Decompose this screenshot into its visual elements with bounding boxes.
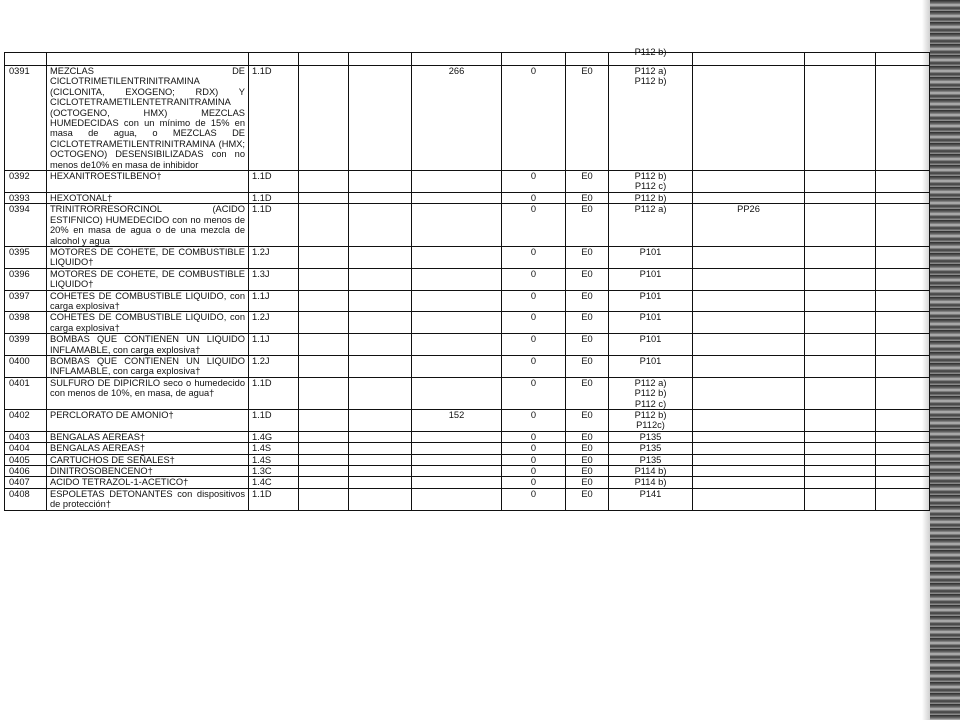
table-row bbox=[5, 431, 930, 442]
cell-class-division: 1.3J bbox=[249, 268, 299, 290]
packing-line: P135 bbox=[639, 443, 662, 454]
cell-col12 bbox=[876, 66, 930, 171]
cell-packing-instruction bbox=[609, 431, 693, 442]
cell-proper-shipping-name: ESPOLETAS DETONANTES con dispositivos de protección† bbox=[47, 488, 249, 510]
cell-excepted-quantity: E0 bbox=[566, 488, 609, 510]
cell-limited-quantity: 0 bbox=[502, 431, 566, 442]
cell-col5 bbox=[349, 246, 412, 268]
cell-col4 bbox=[299, 53, 349, 66]
cell-col5 bbox=[349, 431, 412, 442]
cell-un-number: 0394 bbox=[5, 204, 47, 247]
cell-class-division: 1.1D bbox=[249, 171, 299, 193]
packing-line: P114 b) bbox=[634, 466, 667, 477]
cell-limited-quantity: 0 bbox=[502, 268, 566, 290]
cell-special-packing-provisions bbox=[693, 488, 805, 510]
cell-proper-shipping-name: SULFURO DE DIPICRILO seco o humedecido con menos de 10%, en masa, de agua† bbox=[47, 377, 249, 409]
cell-un-number: 0407 bbox=[5, 477, 47, 488]
cell-limited-quantity: 0 bbox=[502, 290, 566, 312]
cell-special-packing-provisions bbox=[693, 431, 805, 442]
packing-line: P112 b) bbox=[634, 76, 667, 87]
cell-un-number: 0396 bbox=[5, 268, 47, 290]
cell-un-number: 0391 bbox=[5, 66, 47, 171]
cell-col4 bbox=[299, 66, 349, 171]
cell-limited-quantity: 0 bbox=[502, 377, 566, 409]
cell-excepted-quantity: E0 bbox=[566, 268, 609, 290]
cell-special-provisions bbox=[412, 443, 502, 454]
cell-col12 bbox=[876, 192, 930, 203]
cell-class-division: 1.2J bbox=[249, 312, 299, 334]
cell-packing-instruction bbox=[609, 488, 693, 510]
cell-special-provisions: 152 bbox=[412, 410, 502, 432]
cell-excepted-quantity: E0 bbox=[566, 431, 609, 442]
cell-excepted-quantity: E0 bbox=[566, 466, 609, 477]
cell-col12 bbox=[876, 204, 930, 247]
cell-proper-shipping-name: CARTUCHOS DE SEÑALES† bbox=[47, 454, 249, 465]
cell-col4 bbox=[299, 334, 349, 356]
table-row bbox=[5, 246, 930, 268]
cell-col11 bbox=[805, 290, 876, 312]
cell-packing-instruction bbox=[609, 454, 693, 465]
slide-torn-edge-decoration bbox=[930, 0, 960, 720]
cell-packing bbox=[609, 47, 693, 66]
cell-special-packing-provisions bbox=[693, 477, 805, 488]
cell-proper-shipping-name: BOMBAS QUE CONTIENEN UN LIQUIDO INFLAMABLE, con carga explosiva† bbox=[47, 355, 249, 377]
cell-col4 bbox=[299, 246, 349, 268]
cell-col4 bbox=[299, 454, 349, 465]
cell-col12 bbox=[876, 431, 930, 442]
cell-limited-quantity: 0 bbox=[502, 410, 566, 432]
table-row bbox=[5, 312, 930, 334]
cell-packing-instruction bbox=[609, 377, 693, 409]
cell-un-number: 0398 bbox=[5, 312, 47, 334]
cell-packing-instruction bbox=[609, 355, 693, 377]
packing-line: P101 bbox=[639, 312, 662, 323]
cell-un-number: 0399 bbox=[5, 334, 47, 356]
packing-line: P112 c) bbox=[634, 181, 667, 192]
cell-col11 bbox=[805, 246, 876, 268]
cell-excepted-quantity: E0 bbox=[566, 377, 609, 409]
cell-class bbox=[249, 53, 299, 66]
cell-excepted-quantity: E0 bbox=[566, 477, 609, 488]
cell-name bbox=[47, 53, 249, 66]
cell-un-number: 0404 bbox=[5, 443, 47, 454]
cell-packing-instruction bbox=[609, 246, 693, 268]
cell-class-division: 1.1D bbox=[249, 192, 299, 203]
cell-proper-shipping-name: HEXANITROESTILBENO† bbox=[47, 171, 249, 193]
packing-line: P112 b) bbox=[634, 410, 667, 420]
packing-line: P101 bbox=[639, 268, 662, 279]
cell-col11 bbox=[805, 66, 876, 171]
table-body bbox=[5, 47, 930, 511]
cell-col11 bbox=[805, 268, 876, 290]
cell-col11 bbox=[805, 377, 876, 409]
cell-special-packing-provisions: PP26 bbox=[693, 204, 805, 247]
cell-special-packing-provisions bbox=[693, 466, 805, 477]
cell-col12 bbox=[876, 488, 930, 510]
packing-line: P135 bbox=[639, 454, 662, 465]
cell-col12 bbox=[876, 355, 930, 377]
cell-limited-quantity: 0 bbox=[502, 488, 566, 510]
cell-special-packing-provisions bbox=[693, 246, 805, 268]
table-row-truncated bbox=[5, 53, 930, 66]
cell-limited-quantity: 0 bbox=[502, 246, 566, 268]
table-row bbox=[5, 171, 930, 193]
cell-packing-instruction bbox=[609, 466, 693, 477]
cell-proper-shipping-name: TRINITRORRESORCINOL (ACIDO ESTIFNICO) HUMEDECIDO con no menos de 20% en masa de agua o de una mezcla de alcohol y agua bbox=[47, 204, 249, 247]
cell-col12 bbox=[876, 290, 930, 312]
cell-packing-instruction bbox=[609, 410, 693, 432]
cell-excepted-quantity: E0 bbox=[566, 454, 609, 465]
cell-col5 bbox=[349, 410, 412, 432]
cell-col5 bbox=[349, 477, 412, 488]
cell-proper-shipping-name: MOTORES DE COHETE, DE COMBUSTIBLE LIQUIDO† bbox=[47, 268, 249, 290]
cell-special-packing-provisions bbox=[693, 355, 805, 377]
cell-col4 bbox=[299, 477, 349, 488]
cell-col11 bbox=[805, 53, 876, 66]
cell-special-packing-provisions bbox=[693, 312, 805, 334]
cell-col8 bbox=[566, 53, 609, 66]
cell-col12 bbox=[876, 312, 930, 334]
cell-proper-shipping-name: HEXOTONAL† bbox=[47, 192, 249, 203]
cell-col11 bbox=[805, 488, 876, 510]
cell-un-number: 0392 bbox=[5, 171, 47, 193]
cell-class-division: 1.1D bbox=[249, 204, 299, 247]
cell-proper-shipping-name: PERCLORATO DE AMONIO† bbox=[47, 410, 249, 432]
cell-packing-instruction bbox=[609, 66, 693, 171]
cell-class-division: 1.1D bbox=[249, 488, 299, 510]
cell-col11 bbox=[805, 171, 876, 193]
cell-special-provisions bbox=[412, 334, 502, 356]
cell-class-division: 1.4C bbox=[249, 477, 299, 488]
cell-col11 bbox=[805, 454, 876, 465]
cell-class-division: 1.1D bbox=[249, 410, 299, 432]
table-row bbox=[5, 477, 930, 488]
packing-line: P135 bbox=[639, 431, 662, 442]
cell-col7 bbox=[502, 53, 566, 66]
cell-col4 bbox=[299, 466, 349, 477]
cell-special-provisions bbox=[412, 488, 502, 510]
table-row bbox=[5, 334, 930, 356]
cell-limited-quantity: 0 bbox=[502, 454, 566, 465]
cell-col5 bbox=[349, 443, 412, 454]
cell-excepted-quantity: E0 bbox=[566, 355, 609, 377]
cell-col12 bbox=[876, 246, 930, 268]
cell-col5 bbox=[349, 192, 412, 203]
cell-limited-quantity: 0 bbox=[502, 312, 566, 334]
cell-col12 bbox=[876, 477, 930, 488]
packing-line: P101 bbox=[639, 355, 662, 366]
cell-limited-quantity: 0 bbox=[502, 355, 566, 377]
cell-special-packing-provisions bbox=[693, 66, 805, 171]
cell-col12 bbox=[876, 53, 930, 66]
cell-packing-instruction bbox=[609, 477, 693, 488]
cell-col5 bbox=[349, 334, 412, 356]
cell-class-division: 1.2J bbox=[249, 355, 299, 377]
cell-special-packing-provisions bbox=[693, 377, 805, 409]
cell-class-division: 1.4G bbox=[249, 431, 299, 442]
packing-line: P114 b) bbox=[634, 477, 667, 488]
cell-col5 bbox=[349, 312, 412, 334]
cell-packing-instruction bbox=[609, 334, 693, 356]
cell-class-division: 1.3C bbox=[249, 466, 299, 477]
cell-proper-shipping-name: BENGALAS AEREAS† bbox=[47, 431, 249, 442]
cell-proper-shipping-name: COHETES DE COMBUSTIBLE LIQUIDO, con carga explosiva† bbox=[47, 290, 249, 312]
cell-col11 bbox=[805, 466, 876, 477]
cell-class-division: 1.1J bbox=[249, 334, 299, 356]
cell-special-provisions bbox=[412, 477, 502, 488]
cell-col11 bbox=[805, 204, 876, 247]
cell-excepted-quantity: E0 bbox=[566, 246, 609, 268]
packing-line: P112 b) bbox=[634, 388, 667, 399]
cell-col11 bbox=[805, 477, 876, 488]
table-row bbox=[5, 377, 930, 409]
cell-special-provisions: 266 bbox=[412, 66, 502, 171]
cell-col11 bbox=[805, 443, 876, 454]
cell-class-division: 1.1J bbox=[249, 290, 299, 312]
cell-special-provisions bbox=[412, 268, 502, 290]
cell-limited-quantity: 0 bbox=[502, 477, 566, 488]
cell-un-number: 0401 bbox=[5, 377, 47, 409]
cell-packing-instruction bbox=[609, 171, 693, 193]
dangerous-goods-table-region bbox=[4, 47, 929, 664]
table-row bbox=[5, 410, 930, 432]
cell-col12 bbox=[876, 410, 930, 432]
cell-col4 bbox=[299, 355, 349, 377]
packing-fragment: P112 b) bbox=[634, 47, 667, 57]
cell-un-number: 0406 bbox=[5, 466, 47, 477]
packing-line: P101 bbox=[639, 290, 662, 301]
packing-line: P112 a) bbox=[634, 204, 667, 215]
cell-col11 bbox=[805, 431, 876, 442]
cell-proper-shipping-name: ACIDO TETRAZOL-1-ACETICO† bbox=[47, 477, 249, 488]
cell-special-provisions bbox=[412, 431, 502, 442]
table-row bbox=[5, 443, 930, 454]
cell-col5 bbox=[349, 454, 412, 465]
cell-packing-instruction bbox=[609, 268, 693, 290]
cell-col4 bbox=[299, 192, 349, 203]
table-row bbox=[5, 466, 930, 477]
cell-un-number: 0393 bbox=[5, 192, 47, 203]
cell-proper-shipping-name: MOTORES DE COHETE, DE COMBUSTIBLE LIQUIDO† bbox=[47, 246, 249, 268]
cell-un bbox=[5, 53, 47, 66]
cell-col5 bbox=[349, 290, 412, 312]
cell-col5 bbox=[349, 53, 412, 66]
cell-col11 bbox=[805, 410, 876, 432]
cell-col5 bbox=[349, 66, 412, 171]
cell-excepted-quantity: E0 bbox=[566, 171, 609, 193]
cell-un-number: 0408 bbox=[5, 488, 47, 510]
cell-col5 bbox=[349, 268, 412, 290]
cell-col5 bbox=[349, 488, 412, 510]
cell-limited-quantity: 0 bbox=[502, 466, 566, 477]
packing-line: P141 bbox=[639, 488, 662, 499]
packing-line: P112 c) bbox=[634, 398, 667, 409]
cell-col5 bbox=[349, 355, 412, 377]
packing-line: P112 b) bbox=[634, 171, 667, 182]
packing-line: P112 a) bbox=[634, 66, 667, 76]
cell-excepted-quantity: E0 bbox=[566, 192, 609, 203]
table-row bbox=[5, 192, 930, 203]
cell-excepted-quantity: E0 bbox=[566, 204, 609, 247]
table-row bbox=[5, 454, 930, 465]
cell-class-division: 1.4S bbox=[249, 454, 299, 465]
cell-col4 bbox=[299, 377, 349, 409]
table-row bbox=[5, 290, 930, 312]
cell-col12 bbox=[876, 334, 930, 356]
cell-special-provisions bbox=[412, 454, 502, 465]
cell-limited-quantity: 0 bbox=[502, 171, 566, 193]
cell-proper-shipping-name: MEZCLAS DE CICLOTRIMETILENTRINITRAMINA (CICLONITA, EXOGENO; RDX) Y CICLOTETRAMETILENTETRANITRAMINA (OCTOGENO, HMX) MEZCLAS HUMEDECIDAS con un mínimo de 15% en masa de agua, o MEZCLAS DE CICLOTETRAMETILENTRINITRAMINA (HMX; OCTOGENO) DESENSIBILIZADAS con no menos de10% en masa de inhibidor bbox=[47, 66, 249, 171]
cell-col4 bbox=[299, 410, 349, 432]
cell-col12 bbox=[876, 171, 930, 193]
packing-line: P101 bbox=[639, 334, 662, 345]
cell-packing-instruction bbox=[609, 192, 693, 203]
packing-line: P112c) bbox=[636, 420, 665, 431]
cell-col4 bbox=[299, 171, 349, 193]
cell-excepted-quantity: E0 bbox=[566, 66, 609, 171]
cell-un-number: 0405 bbox=[5, 454, 47, 465]
cell-col5 bbox=[349, 377, 412, 409]
packing-line: P112 b) bbox=[634, 192, 667, 203]
cell-class-division: 1.1D bbox=[249, 66, 299, 171]
cell-col11 bbox=[805, 312, 876, 334]
cell-excepted-quantity: E0 bbox=[566, 410, 609, 432]
cell-limited-quantity: 0 bbox=[502, 443, 566, 454]
cell-limited-quantity: 0 bbox=[502, 204, 566, 247]
cell-col12 bbox=[876, 454, 930, 465]
cell-col5 bbox=[349, 204, 412, 247]
cell-special-provisions bbox=[412, 192, 502, 203]
cell-un-number: 0397 bbox=[5, 290, 47, 312]
cell-un-number: 0395 bbox=[5, 246, 47, 268]
cell-special-provisions bbox=[412, 290, 502, 312]
cell-col4 bbox=[299, 312, 349, 334]
cell-class-division: 1.2J bbox=[249, 246, 299, 268]
cell-special-provisions bbox=[412, 377, 502, 409]
table-row bbox=[5, 355, 930, 377]
table-row bbox=[5, 268, 930, 290]
table-row bbox=[5, 488, 930, 510]
cell-special-provisions bbox=[412, 246, 502, 268]
cell-col12 bbox=[876, 377, 930, 409]
cell-special-packing-provisions bbox=[693, 290, 805, 312]
table-row bbox=[5, 204, 930, 247]
cell-un-number: 0400 bbox=[5, 355, 47, 377]
cell-col4 bbox=[299, 268, 349, 290]
cell-special-provisions bbox=[412, 466, 502, 477]
cell-col12 bbox=[876, 466, 930, 477]
cell-col4 bbox=[299, 290, 349, 312]
cell-col11 bbox=[805, 192, 876, 203]
cell-packing-instruction bbox=[609, 443, 693, 454]
cell-col6 bbox=[412, 53, 502, 66]
cell-special-packing-provisions bbox=[693, 410, 805, 432]
cell-excepted-quantity: E0 bbox=[566, 312, 609, 334]
cell-packing-instruction bbox=[609, 204, 693, 247]
cell-proper-shipping-name: COHETES DE COMBUSTIBLE LIQUIDO, con carga explosiva† bbox=[47, 312, 249, 334]
cell-col11 bbox=[805, 334, 876, 356]
cell-col4 bbox=[299, 431, 349, 442]
cell-proper-shipping-name: DINITROSOBENCENO† bbox=[47, 466, 249, 477]
cell-class-division: 1.1D bbox=[249, 377, 299, 409]
cell-un-number: 0402 bbox=[5, 410, 47, 432]
cell-special-packing-provisions bbox=[693, 268, 805, 290]
cell-excepted-quantity: E0 bbox=[566, 290, 609, 312]
cell-col5 bbox=[349, 171, 412, 193]
cell-proper-shipping-name: BENGALAS AEREAS† bbox=[47, 443, 249, 454]
cell-col4 bbox=[299, 488, 349, 510]
cell-special-packing-provisions bbox=[693, 171, 805, 193]
cell-col5 bbox=[349, 466, 412, 477]
cell-col12 bbox=[876, 443, 930, 454]
cell-special-packing-provisions bbox=[693, 454, 805, 465]
cell-col11 bbox=[805, 355, 876, 377]
cell-proper-shipping-name: BOMBAS QUE CONTIENEN UN LIQUIDO INFLAMABLE, con carga explosiva† bbox=[47, 334, 249, 356]
packing-line: P112 a) bbox=[634, 377, 667, 388]
cell-class-division: 1.4S bbox=[249, 443, 299, 454]
cell-packing-instruction bbox=[609, 312, 693, 334]
cell-col4 bbox=[299, 443, 349, 454]
cell-limited-quantity: 0 bbox=[502, 334, 566, 356]
cell-excepted-quantity: E0 bbox=[566, 443, 609, 454]
cell-col12 bbox=[876, 268, 930, 290]
cell-special-provisions bbox=[412, 171, 502, 193]
cell-excepted-quantity: E0 bbox=[566, 334, 609, 356]
cell-limited-quantity: 0 bbox=[502, 66, 566, 171]
cell-special-provisions bbox=[412, 204, 502, 247]
cell-special-provisions bbox=[412, 312, 502, 334]
cell-col4 bbox=[299, 204, 349, 247]
cell-special-provisions bbox=[412, 355, 502, 377]
table-row bbox=[5, 66, 930, 171]
cell-un-number: 0403 bbox=[5, 431, 47, 442]
cell-special-packing-provisions bbox=[693, 334, 805, 356]
cell-limited-quantity: 0 bbox=[502, 192, 566, 203]
dangerous-goods-table bbox=[4, 47, 930, 511]
packing-line: P101 bbox=[639, 246, 662, 257]
cell-special-packing-provisions bbox=[693, 443, 805, 454]
cell-col10 bbox=[693, 53, 805, 66]
cell-packing-instruction bbox=[609, 290, 693, 312]
cell-special-packing-provisions bbox=[693, 192, 805, 203]
